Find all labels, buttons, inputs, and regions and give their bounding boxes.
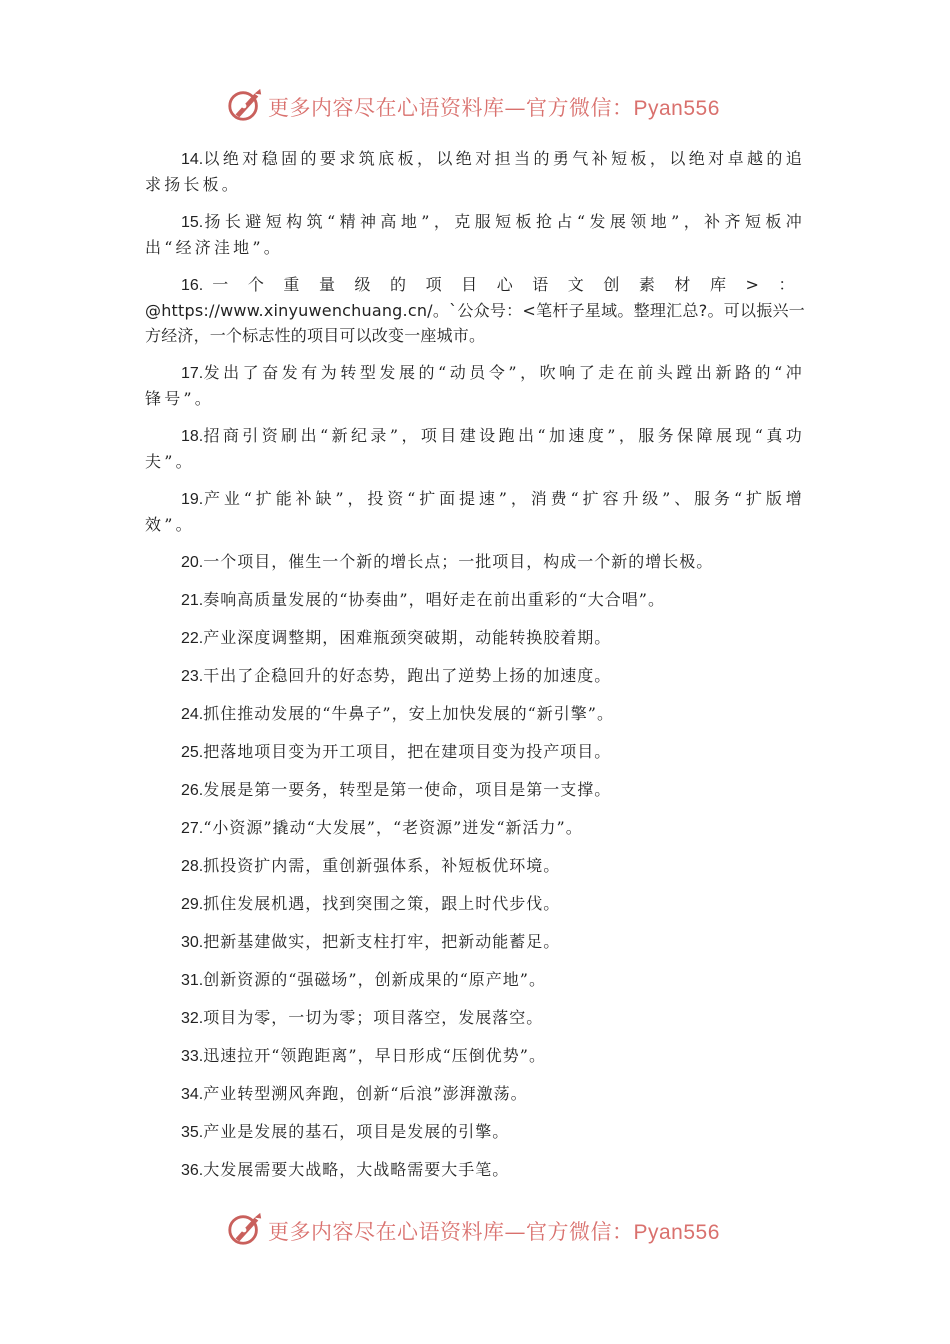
item-text: 发出了奋发有为转型发展的“动员令”，吹响了走在前头蹚出新路的“冲锋号”。: [145, 363, 805, 408]
item-number: 33.: [181, 1048, 204, 1065]
item-number: 16.: [181, 277, 204, 294]
item-text: 把落地项目变为开工项目，把在建项目变为投产项目。: [203, 742, 612, 761]
item-text: “小资源”撬动“大发展”，“老资源”迸发“新活力”。: [203, 818, 583, 837]
list-item: [145, 663, 805, 689]
item-text: 招商引资刷出“新纪录”，项目建设跑出“加速度”，服务保障展现“真功夫”。: [145, 426, 805, 471]
item-number: 36.: [181, 1162, 204, 1179]
item-number: 26.: [181, 782, 204, 799]
list-item: [145, 739, 805, 765]
list-item: [145, 272, 805, 348]
item-number: 35.: [181, 1124, 204, 1141]
item-number: 24.: [181, 706, 204, 723]
item-number: 17.: [181, 365, 204, 382]
item-text: 产业“扩能补缺”，投资“扩面提速”，消费“扩容升级”、服务“扩版增效”。: [145, 489, 805, 534]
list-item: [145, 1119, 805, 1145]
item-number: 23.: [181, 668, 204, 685]
item-text: 抓住推动发展的“牛鼻子”，安上加快发展的“新引擎”。: [203, 704, 614, 723]
item-text-spread: 一个重量级的项目心语文创素材库>：: [203, 275, 805, 294]
list-item: [145, 1081, 805, 1107]
list-item: [145, 549, 805, 575]
item-text: 以绝对稳固的要求筑底板，以绝对担当的勇气补短板，以绝对卓越的追求扬长板。: [145, 149, 805, 194]
list-item: [145, 625, 805, 651]
list-item: [145, 1043, 805, 1069]
banner-main-text: 更多内容尽在心语资料库: [268, 1220, 505, 1244]
banner-main-text: 更多内容尽在心语资料库: [268, 96, 505, 120]
banner-wechat-id: Pyan556: [633, 1221, 720, 1244]
item-number: 18.: [181, 428, 204, 445]
list-item: [145, 929, 805, 955]
slogan-list: [145, 146, 805, 1195]
item-number: 28.: [181, 858, 204, 875]
footer-banner: [0, 1208, 950, 1252]
list-item: [145, 423, 805, 474]
item-number: 29.: [181, 896, 204, 913]
item-number: 14.: [181, 151, 204, 168]
item-text: 奏响高质量发展的“协奏曲”，唱好走在前出重彩的“大合唱”。: [203, 590, 665, 609]
item-number: 20.: [181, 554, 204, 571]
list-item: [145, 1005, 805, 1031]
item-text: 产业是发展的基石，项目是发展的引擎。: [203, 1122, 510, 1141]
banner-wechat-label: 官方微信：: [526, 1220, 634, 1244]
list-item: [145, 486, 805, 537]
item-text: 项目为零，一切为零；项目落空，发展落空。: [203, 1008, 544, 1027]
item-text: 把新基建做实，把新支柱打牢，把新动能蓄足。: [203, 932, 561, 951]
item-number: 31.: [181, 972, 204, 989]
item-text: 产业深度调整期，困难瓶颈突破期，动能转换胶着期。: [203, 628, 612, 647]
item-text: 发展是第一要务，转型是第一使命，项目是第一支撑。: [203, 780, 612, 799]
item-text: 抓住发展机遇，找到突围之策，跟上时代步伐。: [203, 894, 561, 913]
list-item: [145, 967, 805, 993]
item-number: 19.: [181, 491, 204, 508]
list-item: [145, 853, 805, 879]
list-item: [145, 815, 805, 841]
list-item: [145, 146, 805, 197]
list-item: [145, 701, 805, 727]
banner-wechat-id: Pyan556: [633, 97, 720, 120]
item-number: 34.: [181, 1086, 204, 1103]
banner-separator: —: [504, 96, 526, 120]
pen-logo-icon: [226, 1210, 264, 1248]
item-number: 30.: [181, 934, 204, 951]
item-text: 产业转型溯风奔跑，创新“后浪”澎湃激荡。: [203, 1084, 528, 1103]
item-text: 迅速拉开“领跑距离”，早日形成“压倒优势”。: [203, 1046, 546, 1065]
banner-wechat-label: 官方微信：: [526, 96, 634, 120]
list-item: [145, 587, 805, 613]
item-text: 大发展需要大战略，大战略需要大手笔。: [203, 1160, 510, 1179]
list-item: [145, 891, 805, 917]
item-number: 21.: [181, 592, 204, 609]
banner-text: [268, 1216, 720, 1246]
list-item: [145, 209, 805, 260]
item-text: 一个项目，催生一个新的增长点；一批项目，构成一个新的增长极。: [203, 552, 714, 571]
item-text: @https://www.xinyuwenchuang.cn/。`公众号：<笔杆子星域。整理汇总?。可以振兴一方经济，一个标志性的项目可以改变一座城市。: [145, 301, 805, 345]
item-number: 25.: [181, 744, 204, 761]
item-number: 32.: [181, 1010, 204, 1027]
list-item: [145, 777, 805, 803]
item-number: 15.: [181, 214, 204, 231]
pen-logo-icon: [226, 86, 264, 124]
list-item: [145, 1157, 805, 1183]
item-text: 创新资源的“强磁场”，创新成果的“原产地”。: [203, 970, 546, 989]
item-text: 扬长避短构筑“精神高地”，克服短板抢占“发展领地”，补齐短板冲出“经济洼地”。: [145, 212, 805, 257]
item-number: 22.: [181, 630, 204, 647]
item-number: 27.: [181, 820, 204, 837]
item-text: 干出了企稳回升的好态势，跑出了逆势上扬的加速度。: [203, 666, 612, 685]
banner-separator: —: [504, 1220, 526, 1244]
banner-text: [268, 92, 720, 122]
item-text: 抓投资扩内需，重创新强体系，补短板优环境。: [203, 856, 561, 875]
list-item: [145, 360, 805, 411]
header-banner: [0, 84, 950, 128]
